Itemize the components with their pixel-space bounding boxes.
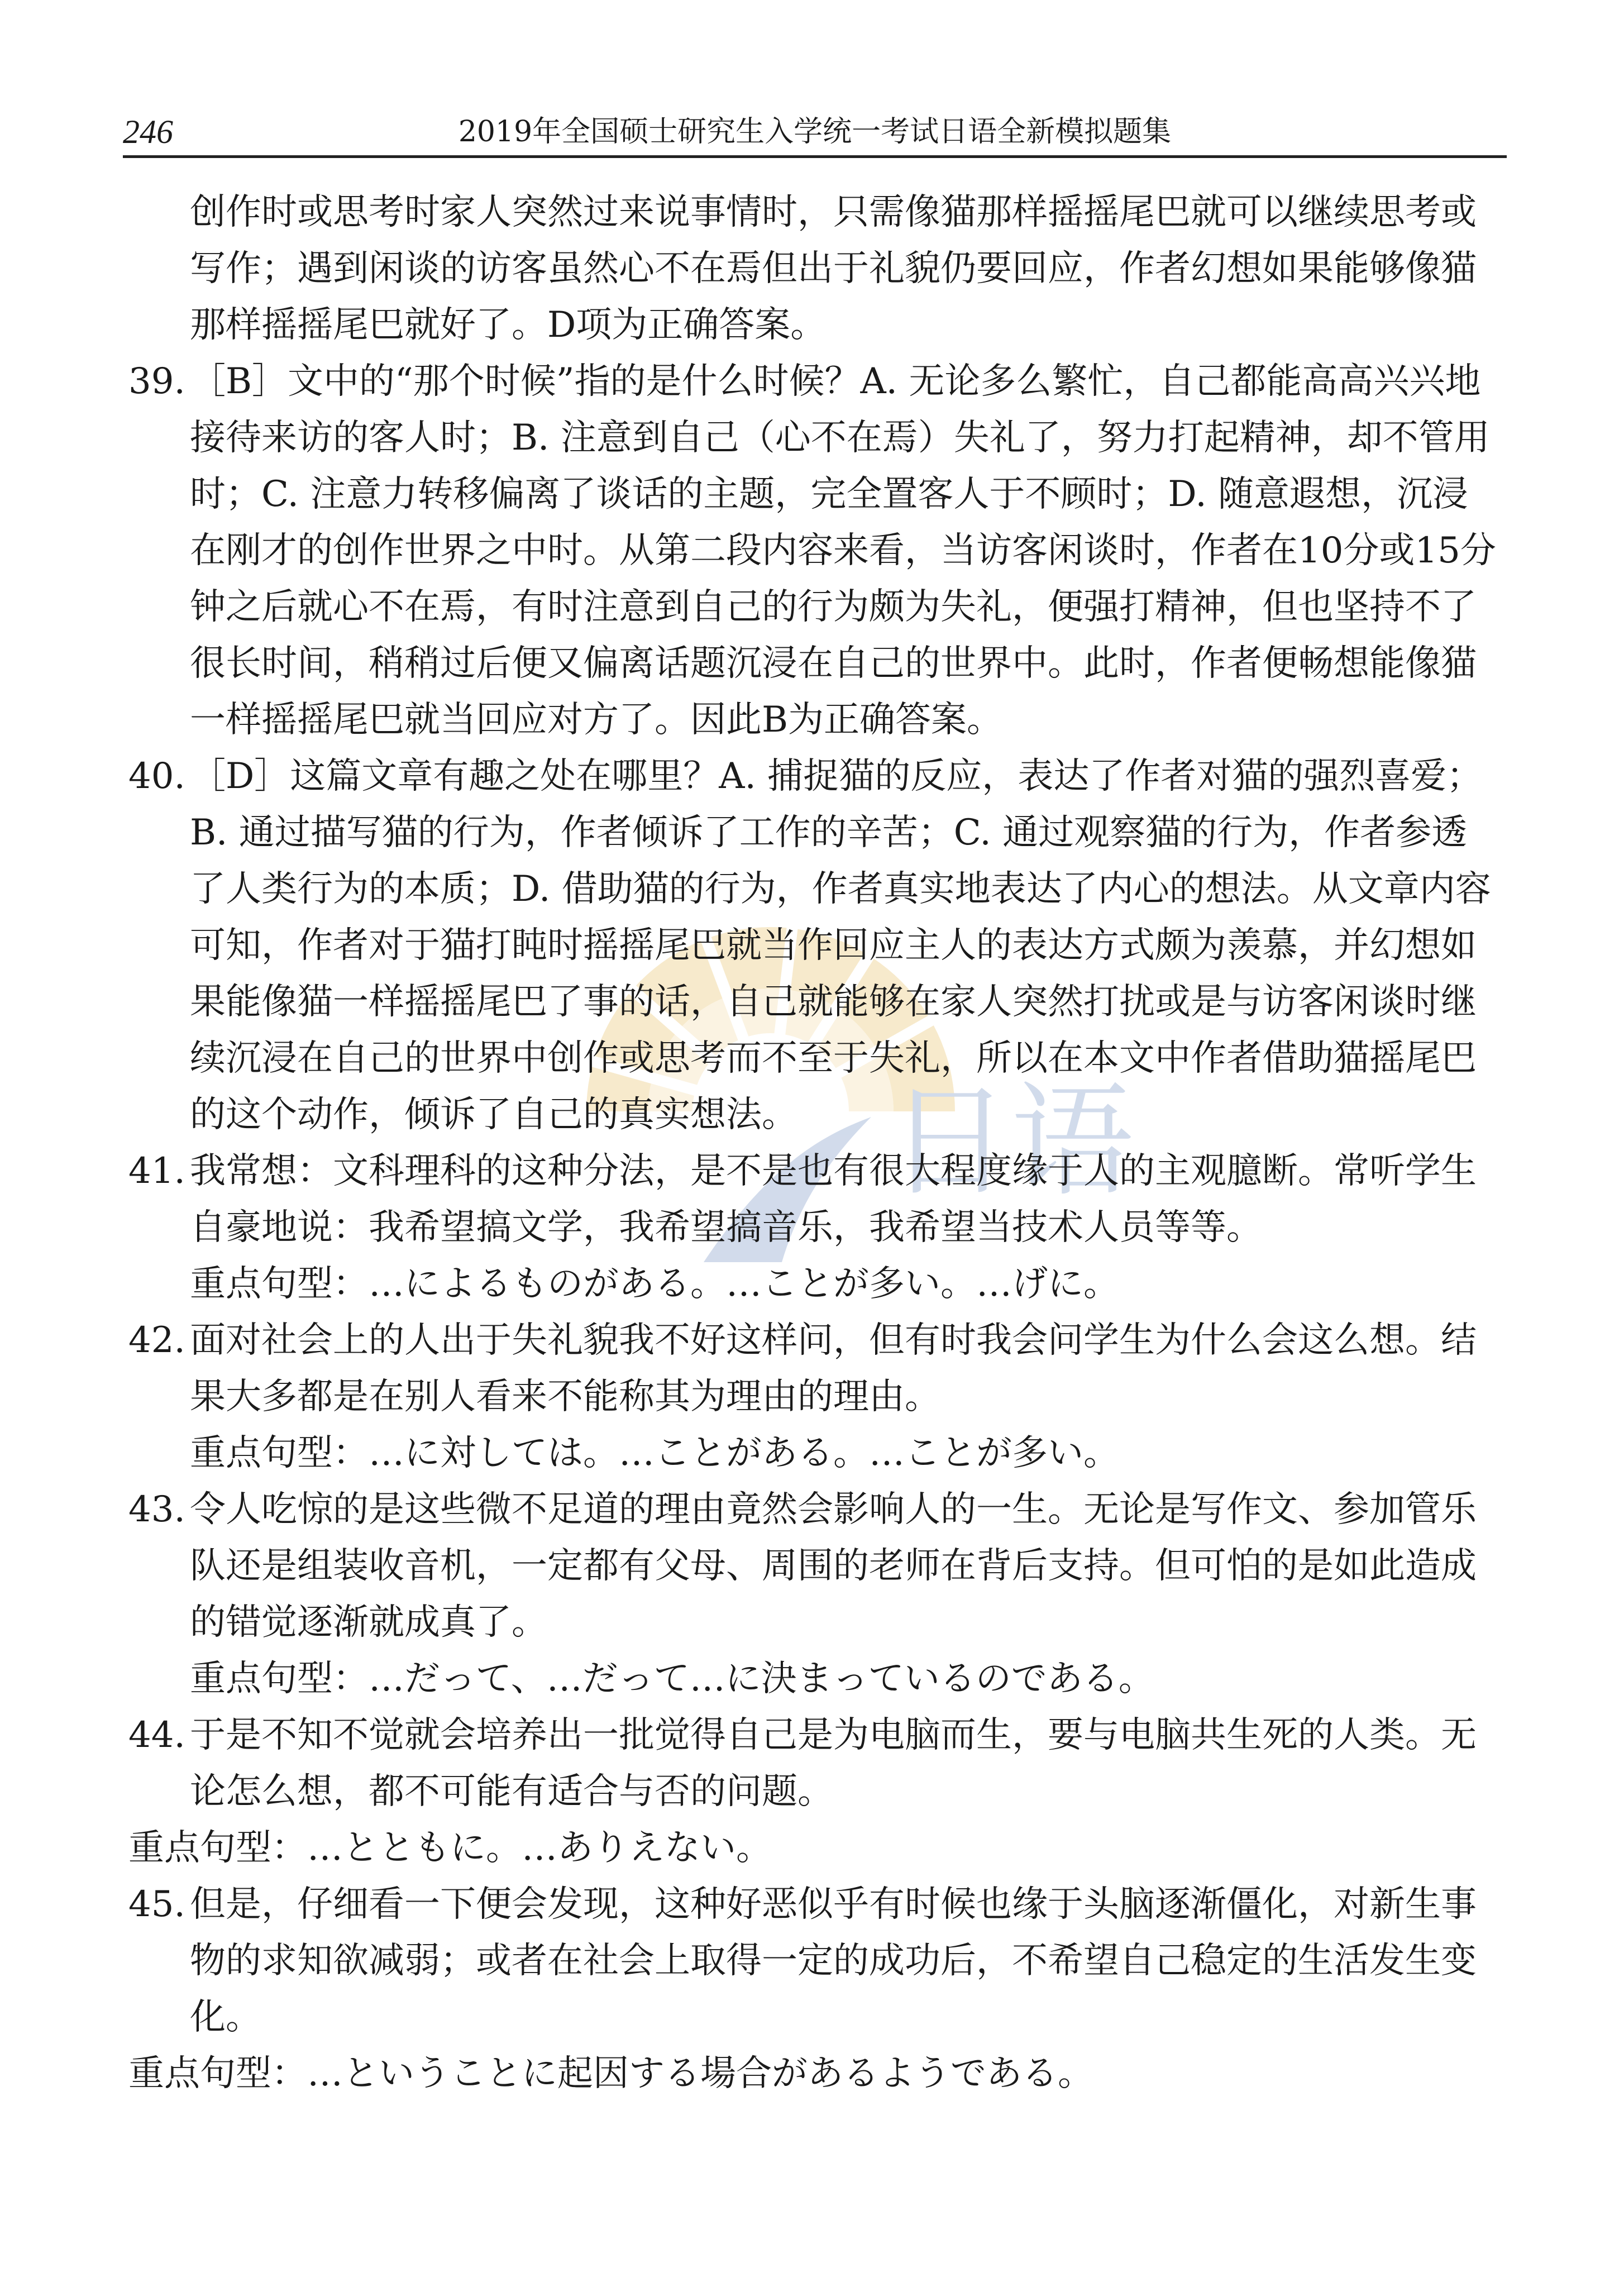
translation-44	[128, 1707, 1502, 1820]
key-pattern-45: 重点句型：…ということに起因する場合があるようである。	[128, 2053, 1093, 2094]
translation-43	[128, 1482, 1502, 1651]
page-header	[123, 109, 1507, 154]
key-pattern-41: 重点句型：…によるものがある。…ことが多い。…げに。	[190, 1263, 1119, 1305]
header-divider	[123, 155, 1507, 158]
item-text: 令人吃惊的是这些微不足道的理由竟然会影响人的一生。无论是写作文、参加管乐队还是组装收音机，一定都有父母、周围的老师在背后支持。但可怕的是如此造成的错觉逐渐就成真了。	[190, 1489, 1477, 1643]
item-text: ［B］文中的“那个时候”指的是什么时候？A. 无论多么繁忙，自己都能高高兴兴地接待来访的客人时；B. 注意到自己（心不在焉）失礼了，努力打起精神，却不管用时；C. 注意力转移偏离了谈话的主题，完全置客人于不顾时；D. 随意遐想，沉浸在刚才的创作世界之中时。从第二段内容来看，当访客闲谈时，作者在10分或15分钟之后就心不在焉，有时注意到自己的行为颇为失礼，便强打精神，但也坚持不了很长时间，稍稍过后便又偏离话题沉浸在自己的世界中。此时，作者便畅想能像猫一样摇摇尾巴就当回应对方了。因此B为正确答案。	[190, 361, 1496, 741]
item-number: 42.	[128, 1320, 185, 1361]
translation-41	[128, 1143, 1502, 1256]
item-text: ［D］这篇文章有趣之处在哪里？A. 捕捉猫的反应，表达了作者对猫的强烈喜爱；B. 通过描写猫的行为，作者倾诉了工作的辛苦；C. 通过观察猫的行为，作者参透了人类行为的本质；D. 借助猫的行为，作者真实地表达了内心的想法。从文章内容可知，作者对于猫打盹时摇摇尾巴就当作回应主人的表达方式颇为羡慕，并幻想如果能像猫一样摇摇尾巴了事的话，自己就能够在家人突然打扰或是与访客闲谈时继续沉浸在自己的世界中创作或思考而不至于失礼，所以在本文中作者借助猫摇尾巴的这个动作，倾诉了自己的真实想法。	[190, 756, 1491, 1135]
answer-40	[128, 748, 1502, 1143]
watermark-logo-text: 日语	[887, 1070, 1134, 1213]
key-pattern-44: 重点句型：…とともに。…ありえない。	[128, 1827, 772, 1869]
item-number: 41.	[128, 1150, 185, 1192]
answer-explanations	[128, 184, 1502, 2102]
translation-42	[128, 1312, 1502, 1425]
page-number: 246	[123, 113, 173, 150]
item-number: 43.	[128, 1489, 185, 1530]
item-text: 于是不知不觉就会培养出一批觉得自己是为电脑而生，要与电脑共生死的人类。无论怎么想，都不可能有适合与否的问题。	[190, 1715, 1477, 1812]
item-number: 44.	[128, 1715, 185, 1756]
book-title: 2019年全国硕士研究生入学统一考试日语全新模拟题集	[458, 115, 1172, 149]
item-number: 45.	[128, 1884, 185, 1925]
item-text: 但是，仔细看一下便会发现，这种好恶似乎有时候也缘于头脑逐渐僵化，对新生事物的求知欲减弱；或者在社会上取得一定的成功后，不希望自己稳定的生活发生变化。	[190, 1884, 1477, 2038]
item-number: 39.	[128, 361, 185, 402]
item-number: 40.	[128, 756, 185, 797]
key-pattern-42: 重点句型：…に対しては。…ことがある。…ことが多い。	[190, 1432, 1119, 1474]
item-text: 我常想：文科理科的这种分法，是不是也有很大程度缘于人的主观臆断。常听学生自豪地说：我希望搞文学，我希望搞音乐，我希望当技术人员等等。	[190, 1150, 1477, 1248]
answer-39	[128, 354, 1502, 748]
item-text: 面对社会上的人出于失礼貌我不好这样问，但有时我会问学生为什么会这么想。结果大多都是在别人看来不能称其为理由的理由。	[190, 1320, 1477, 1417]
translation-45	[128, 1876, 1502, 2046]
key-pattern-43: 重点句型：…だって、…だって…に決まっているのである。	[190, 1658, 1154, 1699]
continued-paragraph: 创作时或思考时家人突然过来说事情时，只需像猫那样摇摇尾巴就可以继续思考或写作；遇到闲谈的访客虽然心不在焉但出于礼貌仍要回应，作者幻想如果能够像猫那样摇摇尾巴就好了。D项为正确答案。	[190, 192, 1477, 346]
